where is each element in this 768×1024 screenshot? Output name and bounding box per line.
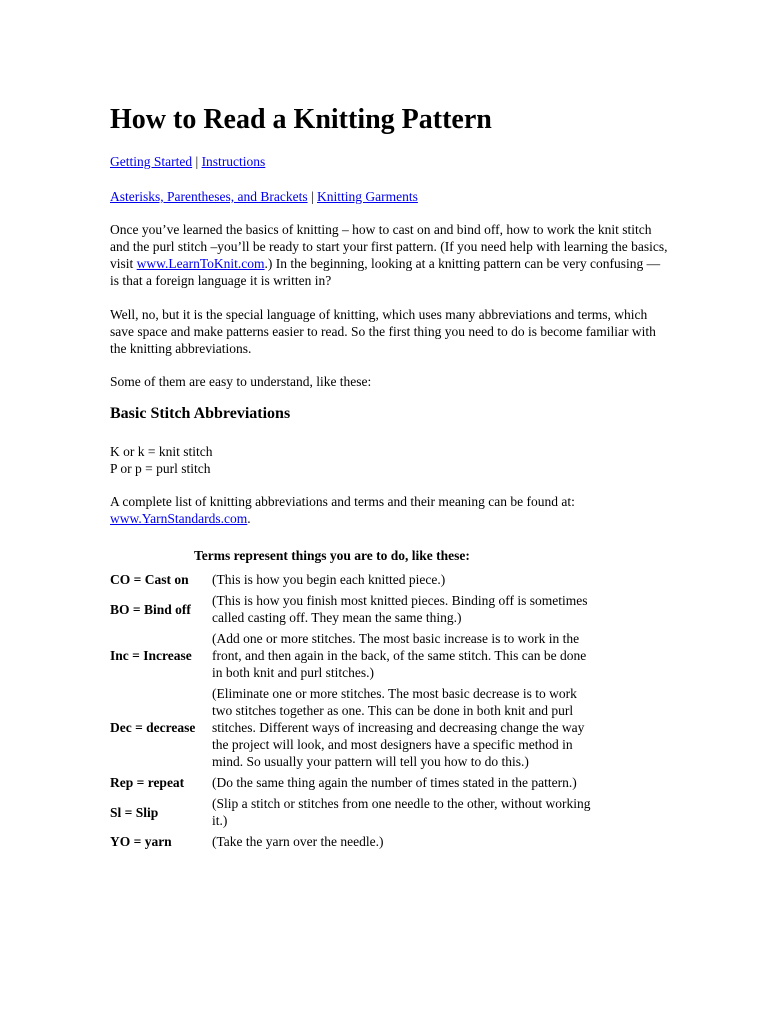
term-definition: (This is how you begin each knitted piece.) [212,572,446,587]
page-title: How to Read a Knitting Pattern [110,104,492,135]
language-paragraph: Well, no, but it is the special language of knitting, which uses many abbreviations and terms, which save space and make patterns easier to read. So the first thing you need to do is become familiar with the knitting abbreviations. [110,307,656,356]
abbreviation-list [110,443,670,477]
section-heading: Basic Stitch Abbreviations [110,405,291,422]
instructions-link[interactable]: Instructions [201,154,266,169]
term-row [108,570,594,589]
learntoknit-link[interactable]: www.LearnToKnit.com [136,256,265,271]
period: . [247,511,251,526]
easy-intro-paragraph: Some of them are easy to understand, like these: [110,374,372,389]
terms-caption: Terms represent things you are to do, like these: [194,548,470,563]
intro-text-continued: .) In the beginning, looking at a knitting pattern can be very confusing — is that a foreign language it is written in? [110,256,661,288]
term-row [108,773,594,792]
nav-links-row-2 [110,188,670,205]
term-row [108,591,594,627]
complete-list-paragraph [110,493,670,527]
terms-table [106,568,596,853]
term-row [108,629,594,682]
nav-separator: | [192,154,202,169]
term-row [108,832,594,851]
term-definition: (Do the same thing again the number of times stated in the pattern.) [212,775,577,790]
getting-started-link[interactable]: Getting Started [110,154,193,169]
term-name: BO = Bind off [110,601,191,617]
complete-list-text: A complete list of knitting abbreviations and terms and their meaning can be found at: [110,494,575,509]
term-name: Rep = repeat [110,775,185,790]
term-name: YO = yarn [110,834,172,849]
term-definition: (Add one or more stitches. The most basic increase is to work in the front, and then again in the back, of the same stitch. This can be done in both knit and purl stitches.) [212,631,587,680]
abbreviation-purl: P or p = purl stitch [110,461,211,476]
term-definition: (Slip a stitch or stitches from one needle to the other, without working it.) [212,796,591,828]
nav-links-row-1 [110,153,670,170]
term-name: Inc = Increase [110,648,192,663]
term-name: CO = Cast on [110,572,189,587]
nav-separator: | [307,189,318,204]
yarnstandards-link[interactable]: www.YarnStandards.com [110,511,248,526]
knitting-garments-link[interactable]: Knitting Garments [317,189,418,204]
term-row [108,684,594,771]
term-name: Sl = Slip [110,804,159,820]
term-definition: (Take the yarn over the needle.) [212,834,384,849]
term-definition: (Eliminate one or more stitches. The most basic decrease is to work two stitches together as one. This can be done in both knit and purl stitches. Different ways of increasing and decreasing change the way the project will look, and most designers have a specific method in mind. So usually your pattern will tell you how to do this.) [212,686,585,769]
intro-paragraph [110,221,670,289]
term-row [108,794,594,830]
term-definition: (This is how you finish most knitted pieces. Binding off is sometimes called casting off. They mean the same thing.) [212,593,588,625]
abbreviation-knit: K or k = knit stitch [110,444,213,459]
asterisks-parentheses-brackets-link[interactable]: Asterisks, Parentheses, and Brackets [110,189,308,204]
term-name: Dec = decrease [110,720,196,735]
intro-text: Once you’ve learned the basics of knitting – how to cast on and bind off, how to work the knit stitch and the purl stitch –you’ll be ready to start your first pattern. (If you need help with learning the basics, visit [110,222,668,271]
